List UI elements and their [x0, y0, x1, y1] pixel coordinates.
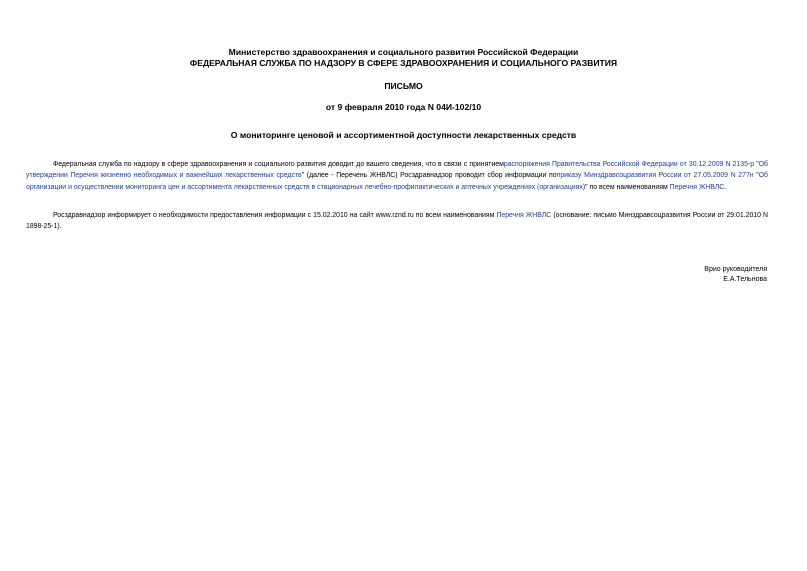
paragraph-1-text-5: " по всем наименованиям: [585, 183, 670, 191]
paragraph-1-text-4: ": [753, 172, 759, 180]
paragraph-1-text-3: " (далее - Перечень ЖНВЛС) Росздравнадзор проводит сбор информации по: [301, 172, 557, 180]
paragraph-2-text-2: (основание: письмо Минздравсоцразвития России от 29.01.2010 N 1898-25-1).: [26, 212, 768, 231]
paragraph-1-text-1: Федеральная служба по надзору в сфере здравоохранения и социального развития доводит до вашего сведения, что в связи с принятием: [53, 161, 504, 168]
signature-name: Е.А.Тельнова: [723, 276, 767, 283]
ministry-heading: Министерство здравоохранения и социального развития Российской Федерации: [228, 47, 579, 57]
document-subject: О мониторинге ценовой и ассортиментной доступности лекарственных средств: [230, 130, 577, 140]
link-government-order[interactable]: распоряжения Правительства Российской Федерации от 30.12.2009 N 2135-р: [503, 161, 755, 168]
paragraph-1-text-6: .: [724, 183, 727, 191]
link-ministry-order[interactable]: приказу Минздравсоцразвития России от 27.05.2009 N 277н: [556, 172, 754, 180]
link-zhnvls-list-approval[interactable]: Об утверждении Перечня жизненно необходимых и важнейших лекарственных средств: [26, 161, 768, 180]
service-heading: ФЕДЕРАЛЬНАЯ СЛУЖБА ПО НАДЗОРУ В СФЕРЕ ЗДРАВООХРАНЕНИЯ И СОЦИАЛЬНОГО РАЗВИТИЯ: [189, 58, 618, 68]
paragraph-2-text-1: Росздравнадзор информирует о необходимости предоставления информации с 15.02.2010 на сайт www.rznd.ru по всем наименованиям: [53, 212, 497, 219]
paragraph-1: [26, 159, 768, 193]
document-date-number: от 9 февраля 2010 года N 04И-102/10: [325, 102, 482, 112]
document-type: ПИСЬМО: [384, 81, 423, 91]
link-zhnvls-list[interactable]: Перечня ЖНВЛС: [669, 183, 725, 191]
link-monitoring-order-title[interactable]: Об организации и осуществлении мониторинга цен и ассортимента лекарственных средств в стационарных лечебно-профилактических и аптечных учреждениях (организациях): [26, 172, 768, 191]
paragraph-2: [26, 210, 768, 233]
paragraph-1-text-2: ": [754, 161, 759, 168]
link-zhnvls-list-2[interactable]: Перечня ЖНВЛС: [496, 212, 552, 219]
signature-position: Врио руководителя: [704, 266, 767, 273]
